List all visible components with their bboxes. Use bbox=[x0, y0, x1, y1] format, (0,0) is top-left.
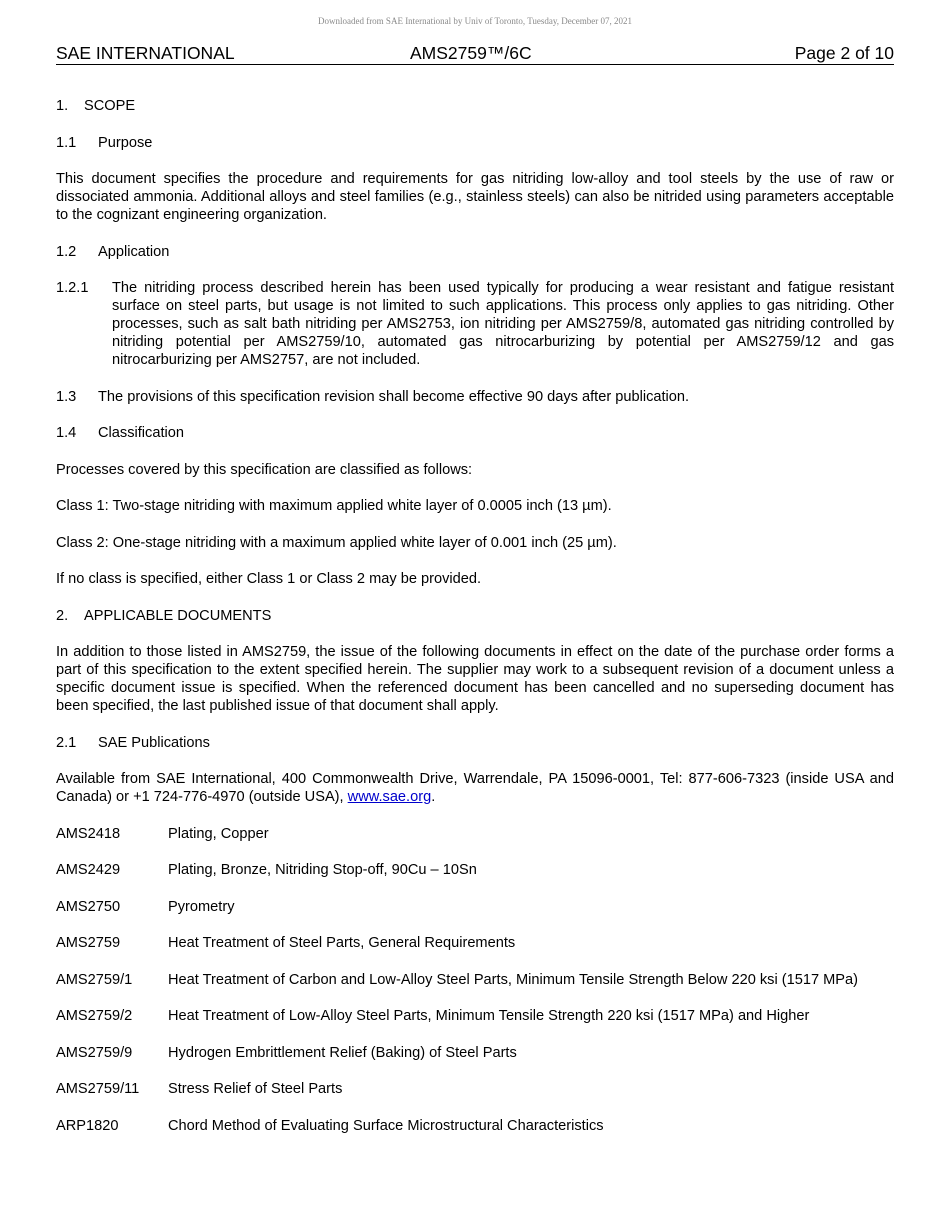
section-title: Application bbox=[98, 243, 170, 260]
reference-id: AMS2759/11 bbox=[56, 1081, 140, 1097]
reference-id: AMS2750 bbox=[56, 898, 121, 915]
section-title: APPLICABLE DOCUMENTS bbox=[84, 607, 272, 624]
reference-row bbox=[56, 898, 894, 916]
header-doc-id: AMS2759™/6C bbox=[410, 43, 532, 63]
reference-row bbox=[56, 1080, 894, 1098]
reference-row bbox=[56, 1007, 894, 1025]
section-1-3 bbox=[56, 388, 894, 406]
reference-title: Heat Treatment of Low-Alloy Steel Parts, Minimum Tensile Strength 220 ksi (1517 MPa) and Higher bbox=[168, 1008, 810, 1024]
availability-text: Available from SAE International, 400 Commonwealth Drive, Warrendale, PA 15096-0001, Tel: 877-606-7323 (inside USA and Canada) or +1 724-776-4970 (outside USA), bbox=[56, 771, 894, 805]
reference-title: Pyrometry bbox=[168, 898, 235, 915]
class-default-note: If no class is specified, either Class 1 or Class 2 may be provided. bbox=[56, 571, 482, 587]
reference-id: AMS2759/9 bbox=[56, 1044, 133, 1061]
reference-row bbox=[56, 861, 894, 879]
purpose-paragraph: This document specifies the procedure and requirements for gas nitriding low-alloy and tool steels by the use of raw or dissociated ammonia. Additional alloys and steel families (e.g., stainless steels) can also be nitrided using parameters acceptable to the cognizant engineering organization. bbox=[56, 171, 894, 223]
section-1-heading bbox=[56, 97, 894, 115]
document-body bbox=[56, 97, 894, 1153]
section-1-2-1 bbox=[56, 279, 894, 369]
reference-row bbox=[56, 934, 894, 952]
classification-intro: Processes covered by this specification are classified as follows: bbox=[56, 461, 473, 478]
section-number: 1.2.1 bbox=[56, 280, 89, 296]
section-number: 1.1 bbox=[56, 134, 77, 151]
section-number: 1.4 bbox=[56, 425, 77, 441]
reference-title: Plating, Bronze, Nitriding Stop-off, 90Cu – 10Sn bbox=[168, 862, 477, 878]
section-title: SAE Publications bbox=[98, 734, 210, 751]
application-paragraph: The nitriding process described herein has been used typically for producing a wear resistant and fatigue resistant surface on steel parts, but usage is not limited to such applications. This process only applies to gas nitriding. Other processes, such as salt bath nitriding per AMS2753, ion nitriding per AMS2759/8, automated gas nitriding controlled by nitriding potential per AMS2759/10, automated gas nitrocarburizing by potential per AMS2759/12 and gas nitrocarburizing per AMS2757, are not included. bbox=[112, 280, 894, 368]
availability-period: . bbox=[431, 789, 436, 805]
section-number: 2. bbox=[56, 607, 69, 624]
section-number: 2.1 bbox=[56, 734, 77, 751]
reference-list bbox=[56, 825, 894, 1135]
sae-website-link[interactable]: www.sae.org bbox=[347, 789, 432, 805]
reference-title: Plating, Copper bbox=[168, 825, 269, 842]
section-1-1-heading bbox=[56, 134, 894, 152]
section-title: Purpose bbox=[98, 134, 153, 151]
applicable-documents-paragraph: In addition to those listed in AMS2759, the issue of the following documents in effect on the date of the purchase order forms a part of this specification to the extent specified herein. The supplier may work to a subsequent revision of a document unless a specific document issue is specified. When the referenced document has been cancelled and no superseding document has been specified, the last published issue of that document shall apply. bbox=[56, 644, 894, 714]
effective-date-paragraph: The provisions of this specification revision shall become effective 90 days after publication. bbox=[98, 388, 690, 405]
availability-paragraph bbox=[56, 770, 894, 806]
section-2-heading bbox=[56, 607, 894, 625]
section-number: 1.2 bbox=[56, 243, 77, 260]
reference-id: AMS2418 bbox=[56, 825, 121, 842]
reference-row bbox=[56, 825, 894, 843]
download-watermark: Downloaded from SAE International by Univ of Toronto, Tuesday, December 07, 2021 bbox=[317, 16, 633, 26]
header-org: SAE INTERNATIONAL bbox=[56, 43, 235, 63]
reference-id: AMS2759/1 bbox=[56, 971, 133, 988]
section-number: 1.3 bbox=[56, 388, 77, 405]
reference-row bbox=[56, 1117, 894, 1135]
section-1-4-heading bbox=[56, 424, 894, 442]
reference-title: Stress Relief of Steel Parts bbox=[168, 1081, 343, 1097]
reference-title: Chord Method of Evaluating Surface Microstructural Characteristics bbox=[168, 1117, 604, 1134]
reference-row bbox=[56, 1044, 894, 1062]
header-page-number: Page 2 of 10 bbox=[794, 43, 894, 63]
page-header bbox=[56, 43, 894, 65]
reference-id: AMS2759 bbox=[56, 935, 121, 951]
section-title: SCOPE bbox=[84, 98, 136, 114]
reference-title: Hydrogen Embrittlement Relief (Baking) of Steel Parts bbox=[168, 1044, 517, 1061]
reference-id: AMS2759/2 bbox=[56, 1008, 133, 1024]
class-2-definition: Class 2: One-stage nitriding with a maximum applied white layer of 0.001 inch (25 µm). bbox=[56, 534, 617, 551]
reference-row bbox=[56, 971, 894, 989]
section-number: 1. bbox=[56, 98, 69, 114]
section-2-1-heading bbox=[56, 734, 894, 752]
section-title: Classification bbox=[98, 425, 184, 441]
reference-id: AMS2429 bbox=[56, 862, 121, 878]
reference-title: Heat Treatment of Carbon and Low-Alloy Steel Parts, Minimum Tensile Strength Below 220 ksi (1517 MPa) bbox=[168, 971, 859, 988]
reference-title: Heat Treatment of Steel Parts, General Requirements bbox=[168, 935, 516, 951]
reference-id: ARP1820 bbox=[56, 1117, 119, 1134]
class-1-definition: Class 1: Two-stage nitriding with maximum applied white layer of 0.0005 inch (13 µm). bbox=[56, 498, 612, 514]
section-1-2-heading bbox=[56, 243, 894, 261]
